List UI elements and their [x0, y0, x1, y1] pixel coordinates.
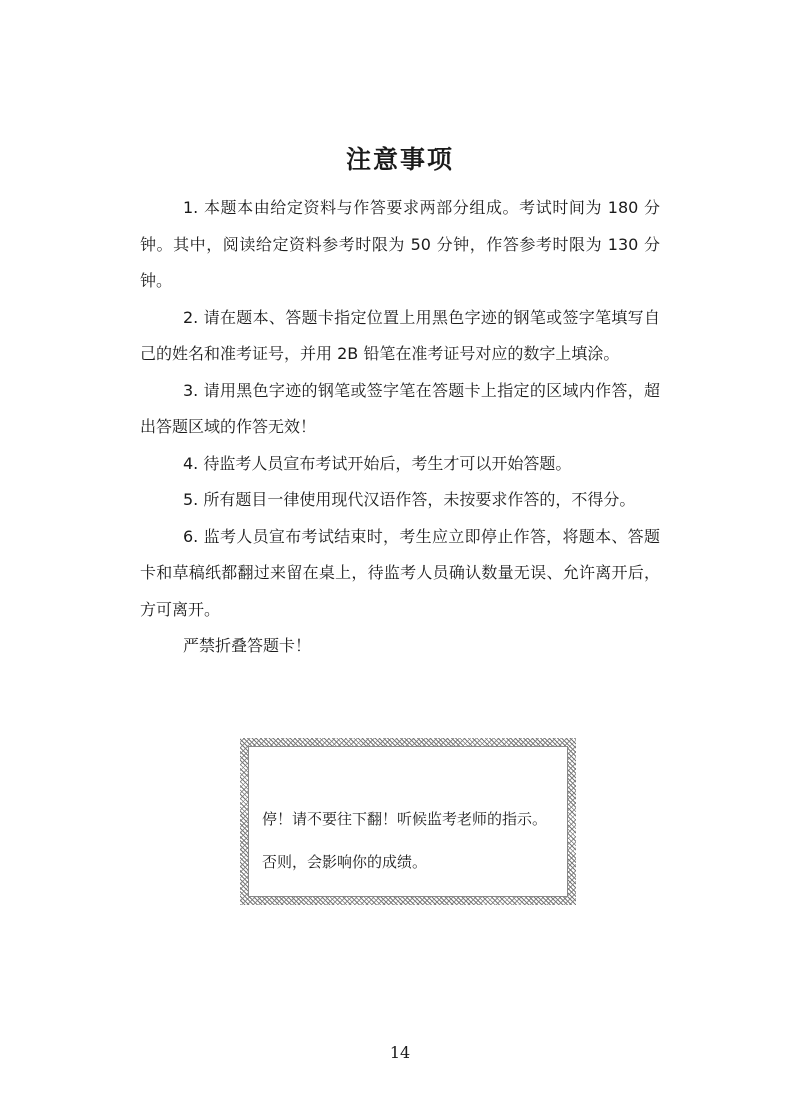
notice-item-6: 6. 监考人员宣布考试结束时，考生应立即停止作答，将题本、答题卡和草稿纸都翻过来留在桌上，待监考人员确认数量无误、允许离开后，方可离开。 [140, 526, 660, 619]
stop-notice-line-1: 停！请不要往下翻！听候监考老师的指示。 [262, 810, 548, 828]
notice-item-3: 3. 请用黑色字迹的钢笔或签字笔在答题卡上指定的区域内作答，超出答题区域的作答无效！ [140, 380, 660, 436]
notice-item-4: 4. 待监考人员宣布考试开始后，考生才可以开始答题。 [183, 453, 572, 473]
page-title: 注意事项 [345, 145, 454, 174]
stop-notice-inner [249, 747, 567, 896]
stop-notice-box [240, 738, 576, 905]
notice-item-2: 2. 请在题本、答题卡指定位置上用黑色字迹的钢笔或签字笔填写自己的姓名和准考证号，并用 2B 铅笔在准考证号对应的数字上填涂。 [140, 307, 660, 363]
notice-item-5: 5. 所有题目一律使用现代汉语作答，未按要求作答的，不得分。 [183, 490, 636, 509]
page-number: 14 [389, 1043, 411, 1062]
stop-notice-line-2: 否则，会影响你的成绩。 [262, 853, 428, 871]
notices-list [140, 190, 660, 665]
notice-item-1: 1. 本题本由给定资料与作答要求两部分组成。考试时间为 180 分钟。其中，阅读给定资料参考时限为 50 分钟，作答参考时限为 130 分钟。 [140, 198, 660, 290]
fold-warning: 严禁折叠答题卡！ [183, 636, 312, 655]
